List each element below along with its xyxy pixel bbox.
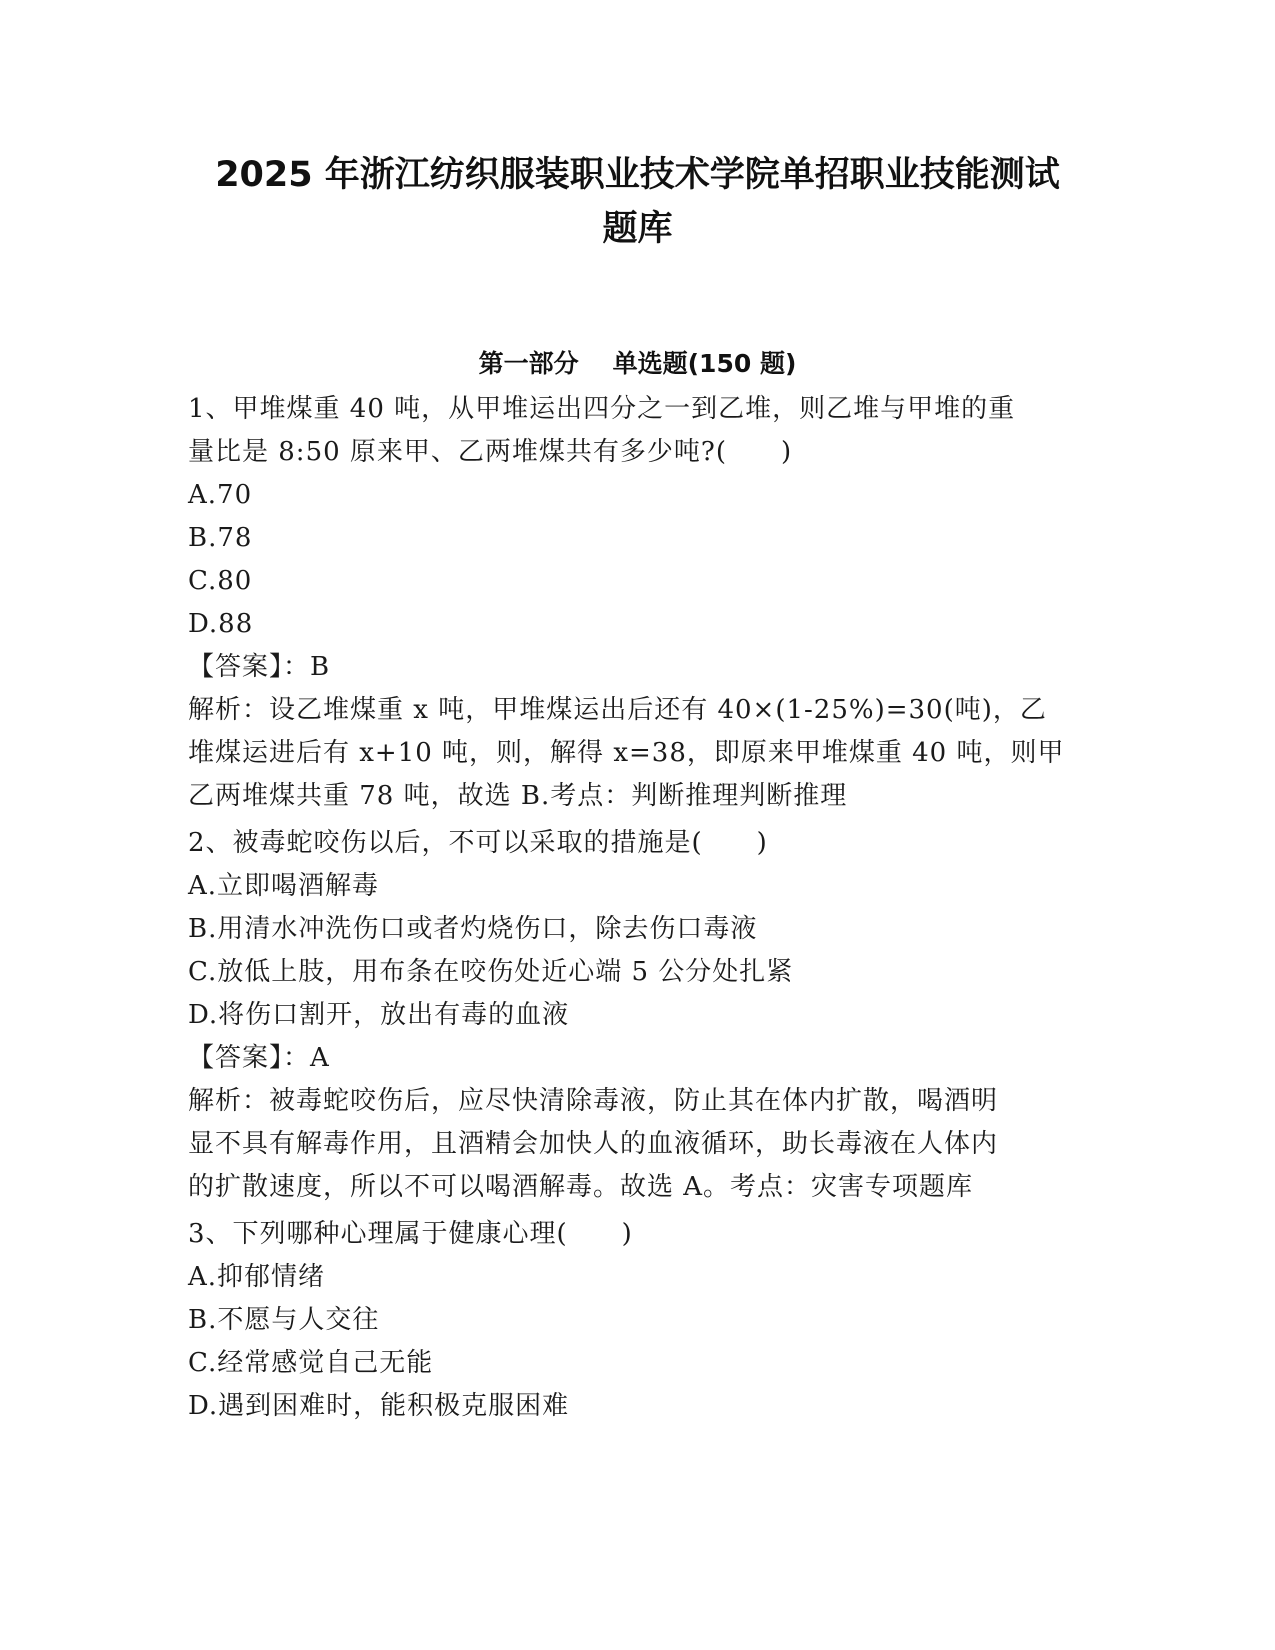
question-stem-line: 1、甲堆煤重 40 吨，从甲堆运出四分之一到乙堆，则乙堆与甲堆的重 — [188, 394, 1016, 424]
option-a: A.抑郁情绪 — [188, 1262, 326, 1292]
section-heading — [0, 347, 1275, 381]
option-c: C.经常感觉自己无能 — [188, 1348, 434, 1378]
question-3 — [188, 1213, 1088, 1428]
section-part: 第一部分 — [478, 349, 579, 378]
option-d: D.遇到困难时，能积极克服困难 — [188, 1391, 570, 1421]
analysis-line: 堆煤运进后有 x+10 吨，则，解得 x=38，即原来甲堆煤重 40 吨，则甲 — [188, 738, 1065, 768]
answer: 【答案】：A — [188, 1043, 330, 1073]
analysis-line: 解析：设乙堆煤重 x 吨，甲堆煤运出后还有 40×(1-25%)=30(吨)，乙 — [188, 695, 1047, 725]
analysis-line: 解析：被毒蛇咬伤后，应尽快清除毒液，防止其在体内扩散，喝酒明 — [188, 1086, 999, 1116]
option-a: A.立即喝酒解毒 — [188, 871, 380, 901]
analysis-line: 显不具有解毒作用，且酒精会加快人的血液循环，助长毒液在人体内 — [188, 1129, 999, 1159]
title-line-2: 题库 — [602, 209, 673, 249]
option-d: D.将伤口割开，放出有毒的血液 — [188, 1000, 570, 1030]
question-stem-line: 量比是 8:50 原来甲、乙两堆煤共有多少吨?( ) — [188, 437, 793, 467]
option-b: B.不愿与人交往 — [188, 1305, 380, 1335]
question-2 — [188, 822, 1088, 1209]
option-c: C.80 — [188, 566, 253, 596]
option-d: D.88 — [188, 609, 254, 639]
option-b: B.用清水冲洗伤口或者灼烧伤口，除去伤口毒液 — [188, 914, 758, 944]
analysis-line: 乙两堆煤共重 78 吨，故选 B.考点：判断推理判断推理 — [188, 781, 848, 811]
question-1 — [188, 388, 1088, 818]
title-line-1: 2025 年浙江纺织服装职业技术学院单招职业技能测试 — [215, 155, 1060, 195]
question-stem-line: 2、被毒蛇咬伤以后，不可以采取的措施是( ) — [188, 828, 768, 858]
section-name: 单选题(150 题) — [612, 349, 797, 378]
option-c: C.放低上肢，用布条在咬伤处近心端 5 公分处扎紧 — [188, 957, 794, 987]
answer: 【答案】：B — [188, 652, 331, 682]
question-stem-line: 3、下列哪种心理属于健康心理( ) — [188, 1219, 633, 1249]
analysis-line: 的扩散速度，所以不可以喝酒解毒。故选 A。考点：灾害专项题库 — [188, 1172, 974, 1202]
document-title — [0, 148, 1275, 256]
option-a: A.70 — [188, 480, 253, 510]
option-b: B.78 — [188, 523, 253, 553]
